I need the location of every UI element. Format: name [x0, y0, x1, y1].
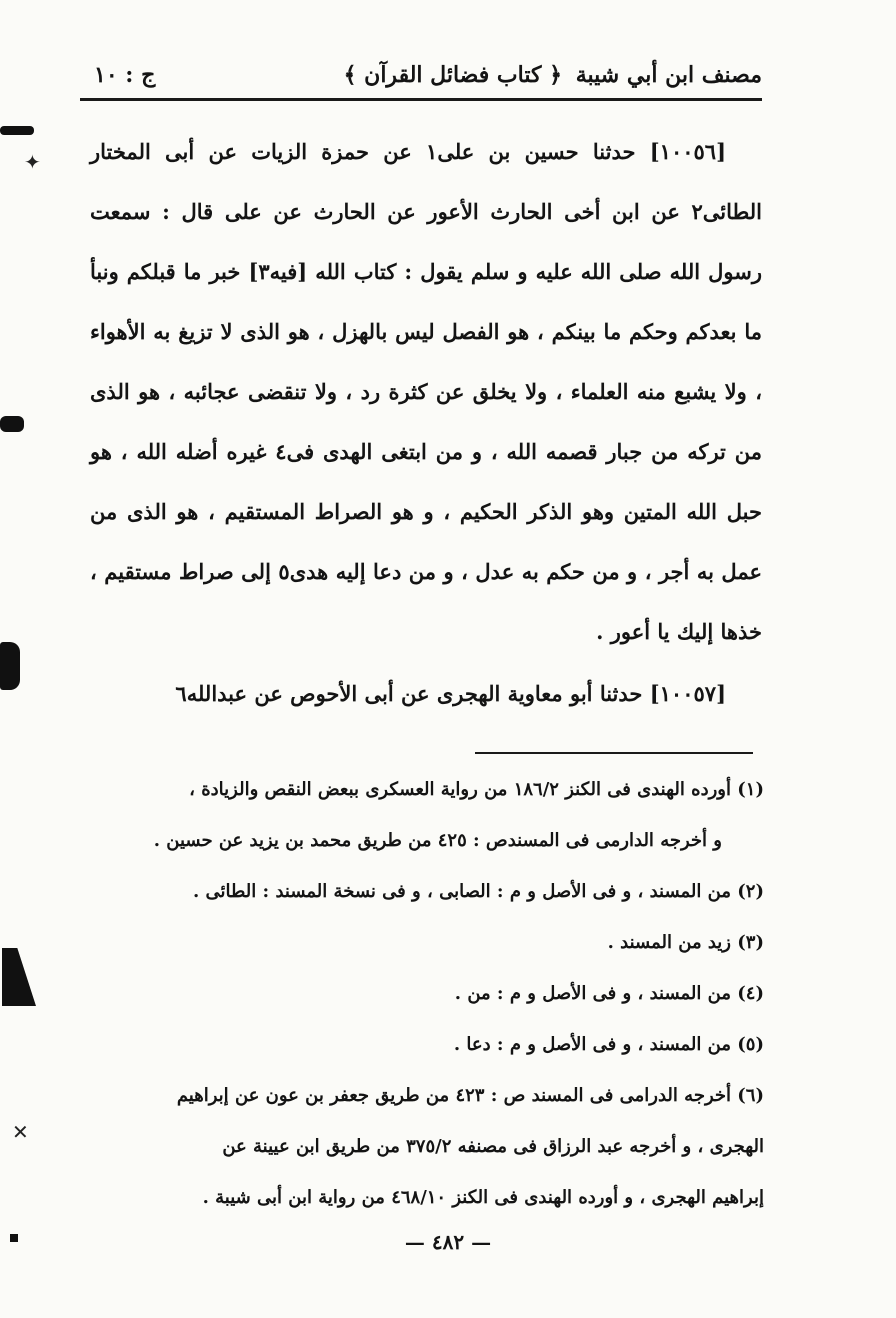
scan-mark [10, 1234, 18, 1242]
hadith-10056: [١٠٠٥٦] حدثنا حسين بن على١ عن حمزة الزيات عن أبى المختار الطائى٢ عن ابن أخى الحارث الأعور عن الحارث عن على قال : سمعت رسول الله صلى الله عليه و سلم يقول : كتاب الله [فيه٣] خبر ما قبلكم ونبأ ما بعدكم وحكم ما بينكم ، هو الفصل ليس بالهزل ، هو الذى لا تزيغ به الأهواء ، ولا يشبع منه العلماء ، ولا يخلق عن كثرة رد ، ولا تنقضى عجائبه ، هو الذى من تركه من جبار قصمه الله ، و من ابتغى الهدى فى٤ غيره أضله الله ، هو حبل الله المتين وهو الذكر الحكيم ، و هو الصراط المستقيم ، هو الذى من عمل به أجر ، و من حكم به عدل ، و من دعا إليه هدى٥ إلى صراط مستقيم ، خذها إليك يا أعور . [90, 139, 763, 644]
page-header [80, 54, 762, 98]
margin-star-icon: ✦ [24, 150, 41, 174]
header-divider [80, 98, 762, 101]
hadith-10057: [١٠٠٥٧] حدثنا أبو معاوية الهجرى عن أبى الأحوص عن عبدالله٦ [175, 681, 726, 706]
main-text [90, 122, 762, 724]
footnote-5: (٥) من المسند ، و فى الأصل و م : دعا . [453, 1034, 764, 1055]
book-title: مصنف ابن أبي شيبة [575, 62, 762, 88]
scan-mark [0, 642, 20, 690]
footnote-6: (٦) أخرجه الدرامى فى المسند ص : ٤٢٣ من طريق جعفر بن عون عن إبراهيم [176, 1085, 764, 1106]
margin-x-icon: ✕ [12, 1120, 29, 1144]
section-title: ﴿ كتاب فضائل القرآن ﴾ [343, 62, 562, 88]
footnote-4: (٤) من المسند ، و فى الأصل و م : من . [454, 983, 764, 1004]
scan-mark [0, 126, 34, 135]
footnote-1-continued: و أخرجه الدارمى فى المسندص : ٤٢٥ من طريق محمد بن يزيد عن حسين . [153, 830, 722, 851]
page-number: — ٤٨٢ — [404, 1230, 492, 1254]
scan-mark [2, 948, 36, 1006]
volume-label: ج : ١٠ [94, 62, 156, 88]
footnote-2: (٢) من المسند ، و فى الأصل و م : الصابى ، و فى نسخة المسند : الطائى . [193, 881, 764, 902]
footnote-6-continued-2: إبراهيم الهجرى ، و أورده الهندى فى الكنز ٤٦٨/١٠ من رواية ابن أبى شيبة . [202, 1187, 764, 1208]
footnote-1: (١) أورده الهندى فى الكنز ١٨٦/٢ من رواية العسكرى ببعض النقص والزيادة ، [189, 779, 764, 800]
footnote-6-continued-1: الهجرى ، و أخرجه عبد الرزاق فى مصنفه ٣٧٥/٢ من طريق ابن عيينة عن [222, 1136, 764, 1157]
footnote-3: (٣) زيد من المسند . [607, 932, 764, 953]
scan-mark [0, 416, 24, 432]
footnote-divider [475, 752, 753, 754]
footnotes [88, 764, 764, 1223]
